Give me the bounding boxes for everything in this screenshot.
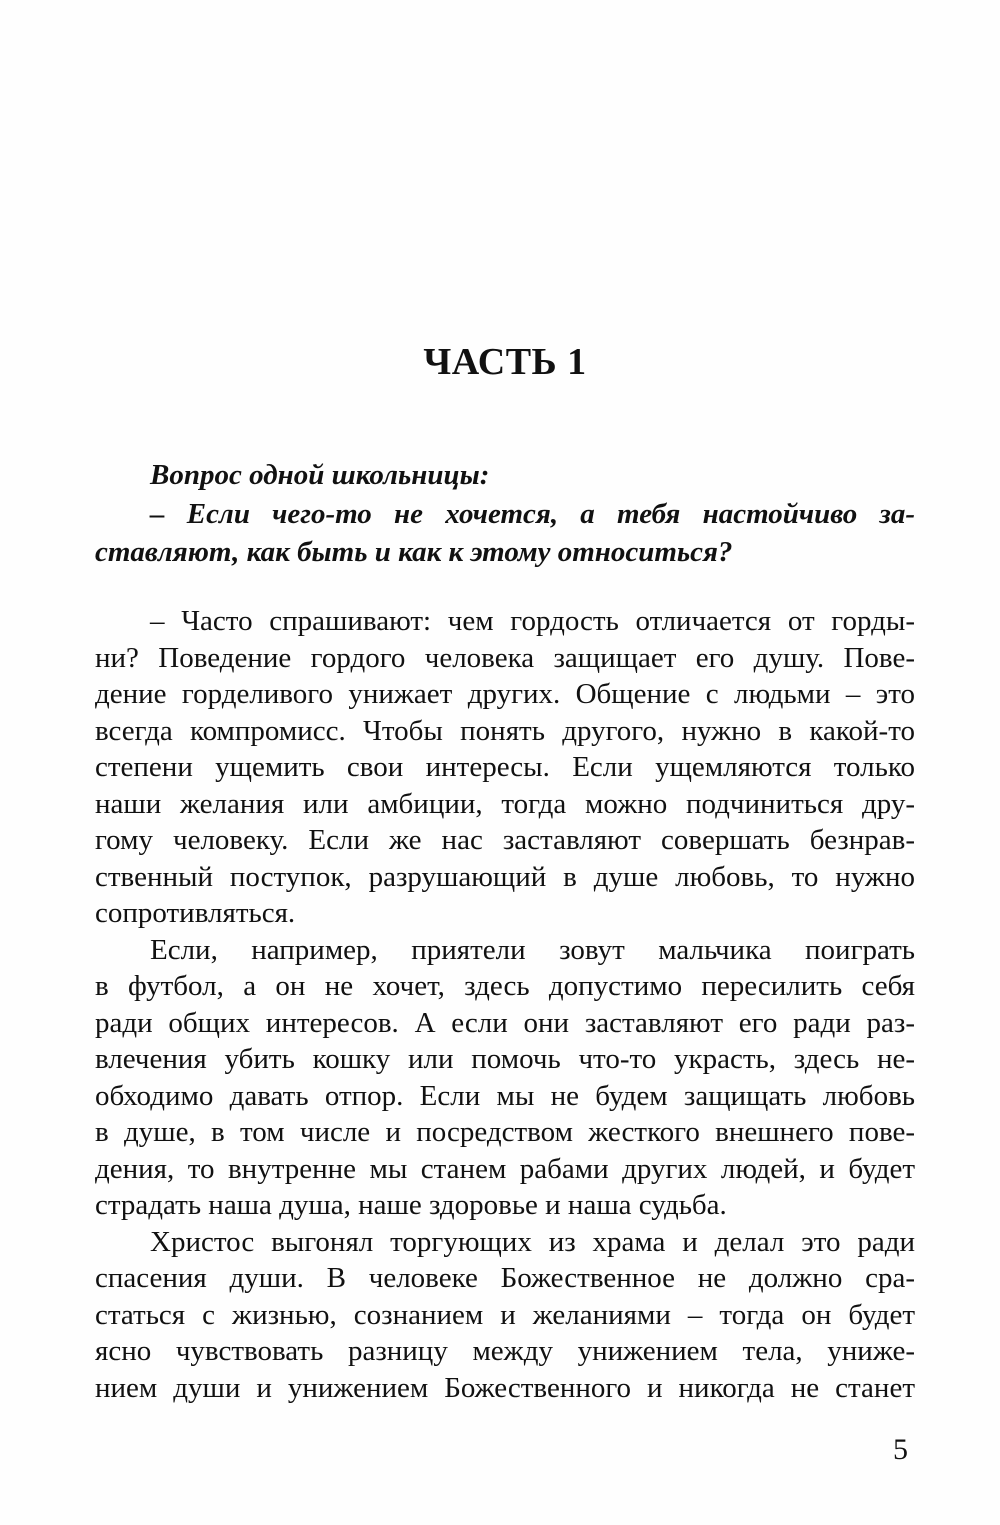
question-line: – Если чего-то не хочется, а тебя настойчиво за- [150,497,915,530]
paragraph-line: спасения души. В человеке Божественное не должно сра- [95,1262,915,1294]
paragraph-line: сопротивляться. [95,897,296,929]
paragraph-line: влечения убить кошку или помочь что-то украсть, здесь не- [95,1043,915,1075]
paragraph-line: в душе, в том числе и посредством жесткого внешнего пове- [95,1116,915,1148]
paragraph-line: ради общих интересов. А если они заставляют его ради раз- [95,1006,915,1039]
paragraph-line: дение горделивого унижает других. Общение с людьми – это [95,678,915,710]
paragraph-line: нием души и унижением Божественного и никогда не станет [95,1371,915,1404]
chapter-heading: ЧАСТЬ 1 [423,341,587,383]
paragraph-line: ни? Поведение гордого человека защищает его душу. Пове- [95,641,915,674]
paragraph-line: наши желания или амбиции, тогда можно подчиниться дру- [95,787,915,820]
paragraph-line: – Часто спрашивают: чем гордость отличается от горды- [150,605,915,637]
paragraph-line: дения, то внутренне мы станем рабами других людей, и будет [95,1152,915,1185]
paragraph-line: степени ущемить свои интересы. Если ущемляются только [95,751,915,783]
question-line: ставляют, как быть и как к этому относиться? [95,536,733,568]
paragraph-line: в футбол, а он не хочет, здесь допустимо пересилить себя [95,970,915,1002]
question-block [95,456,915,572]
question-line: Вопрос одной школьницы: [150,459,490,491]
paragraph-line: Если, например, приятели зовут мальчика поиграть [150,933,915,966]
paragraph-line: всегда компромисс. Чтобы понять другого, нужно в какой-то [95,714,915,747]
paragraph-line: ственный поступок, разрушающий в душе любовь, то нужно [95,860,915,893]
paragraph-line: обходимо давать отпор. Если мы не будем защищать любовь [95,1079,915,1112]
paragraph-line: гому человеку. Если же нас заставляют совершать безнрав- [95,824,915,856]
body-text [95,603,915,1406]
page-number: 5 [893,1433,908,1466]
paragraph-line: статься с жизнью, сознанием и желаниями – тогда он будет [95,1298,915,1331]
paragraph-line: ясно чувствовать разницу между унижением тела, униже- [95,1335,915,1367]
paragraph-line: Христос выгонял торгующих из храма и делал это ради [150,1225,915,1258]
paragraph-line: страдать наша душа, наше здоровье и наша судьба. [95,1189,727,1221]
